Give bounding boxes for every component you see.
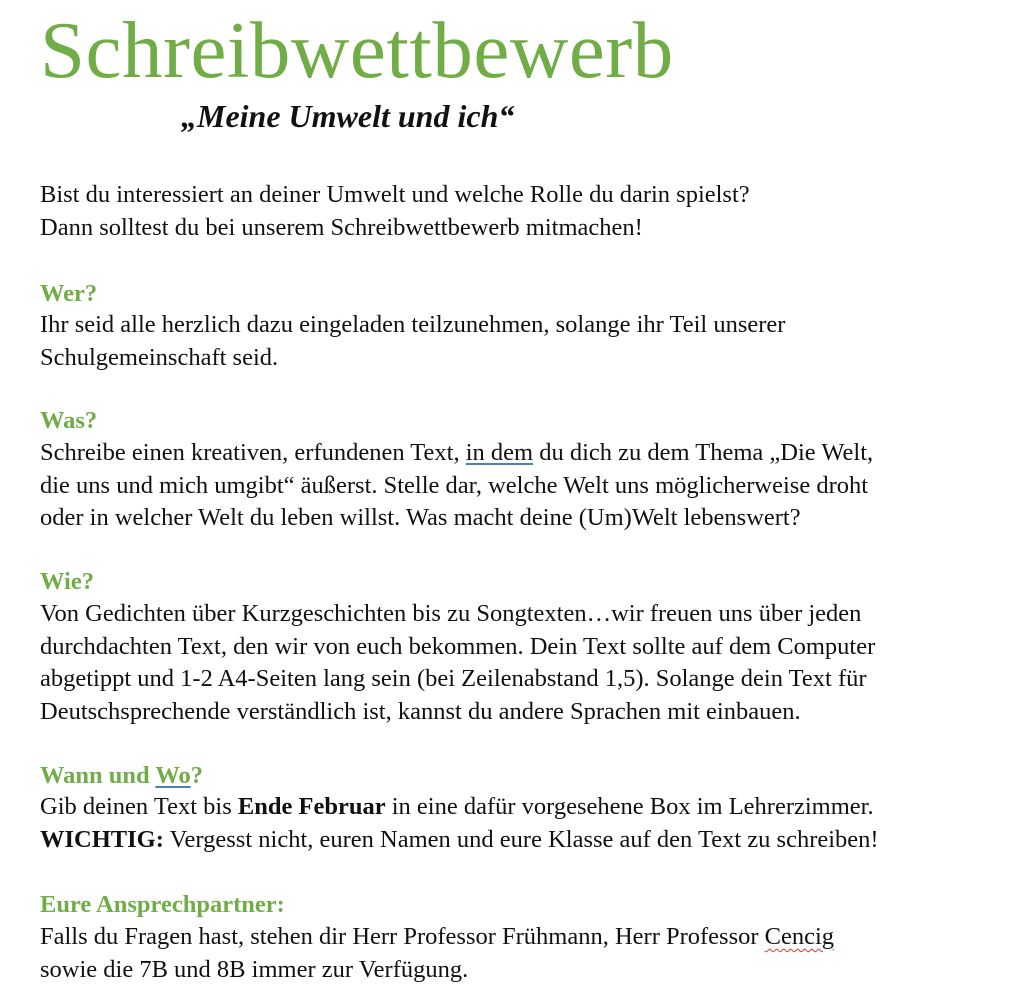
spelling-flag-text[interactable]: Cencig [764, 923, 835, 950]
intro-line: Bist du interessiert an deiner Umwelt und welche Rolle du darin spielst? [40, 181, 750, 208]
wer-line: Schulgemeinschaft seid. [40, 343, 279, 371]
section-heading-was: Was? [40, 407, 98, 434]
section-heading-ansprechpartner: Eure Ansprechpartner: [40, 891, 285, 918]
section-heading-wie: Wie? [40, 568, 94, 595]
section-heading-wer: Wer? [40, 280, 98, 307]
wie-line: durchdachten Text, den wir von euch bekommen. Dein Text sollte auf dem Computer [40, 632, 876, 660]
intro-line: Dann solltest du bei unserem Schreibwettbewerb mitmachen! [40, 213, 643, 241]
was-line: die uns und mich umgibt“ äußerst. Stelle dar, welche Welt uns möglicherweise droht [40, 471, 869, 499]
was-text: Schreibe einen kreativen, erfundenen Text, [40, 439, 466, 466]
document-subtitle: „Meine Umwelt und ich“ [181, 98, 515, 134]
wann-line [40, 824, 879, 857]
wann-line [40, 791, 879, 824]
wann-paragraph [40, 791, 879, 856]
grammar-flag-text[interactable]: Wo [155, 762, 191, 789]
wer-line: Ihr seid alle herzlich dazu eingeladen teilzunehmen, solange ihr Teil unserer [40, 311, 786, 338]
grammar-flag-text[interactable]: in dem [465, 439, 534, 466]
kontakt-paragraph [40, 921, 834, 986]
wie-paragraph [40, 598, 875, 728]
section-heading-wann-und-wo [40, 760, 203, 792]
wie-line: Von Gedichten über Kurzgeschichten bis zu Songtexten…wir freuen uns über jeden [40, 600, 862, 627]
heading-text: Wann und [40, 762, 156, 789]
kontakt-line: sowie die 7B und 8B immer zur Verfügung. [40, 955, 469, 983]
was-paragraph [40, 437, 873, 535]
wann-text: in eine dafür vorgesehene Box im Lehrerzimmer. [385, 793, 874, 820]
important-label: WICHTIG: [40, 825, 164, 853]
document-title: Schreibwettbewerb [40, 5, 674, 95]
was-line: oder in welcher Welt du leben willst. Was macht deine (Um)Welt lebenswert? [40, 504, 801, 531]
was-text: du dich zu dem Thema „Die Welt, [533, 439, 874, 466]
wer-paragraph [40, 309, 785, 374]
wann-text: Vergesst nicht, euren Namen und eure Klasse auf den Text zu schreiben! [163, 825, 879, 853]
kontakt-line [40, 921, 834, 954]
kontakt-text: Falls du Fragen hast, stehen dir Herr Professor Frühmann, Herr Professor [40, 923, 765, 950]
wie-line: Deutschsprechende verständlich ist, kannst du andere Sprachen mit einbauen. [40, 697, 801, 725]
wann-text: Gib deinen Text bis [40, 793, 238, 820]
wie-line: abgetippt und 1-2 A4-Seiten lang sein (bei Zeilenabstand 1,5). Solange dein Text für [40, 665, 867, 692]
heading-text: ? [190, 762, 203, 789]
intro-paragraph [40, 179, 750, 244]
deadline-text: Ende Februar [237, 793, 386, 820]
was-line [40, 437, 873, 470]
